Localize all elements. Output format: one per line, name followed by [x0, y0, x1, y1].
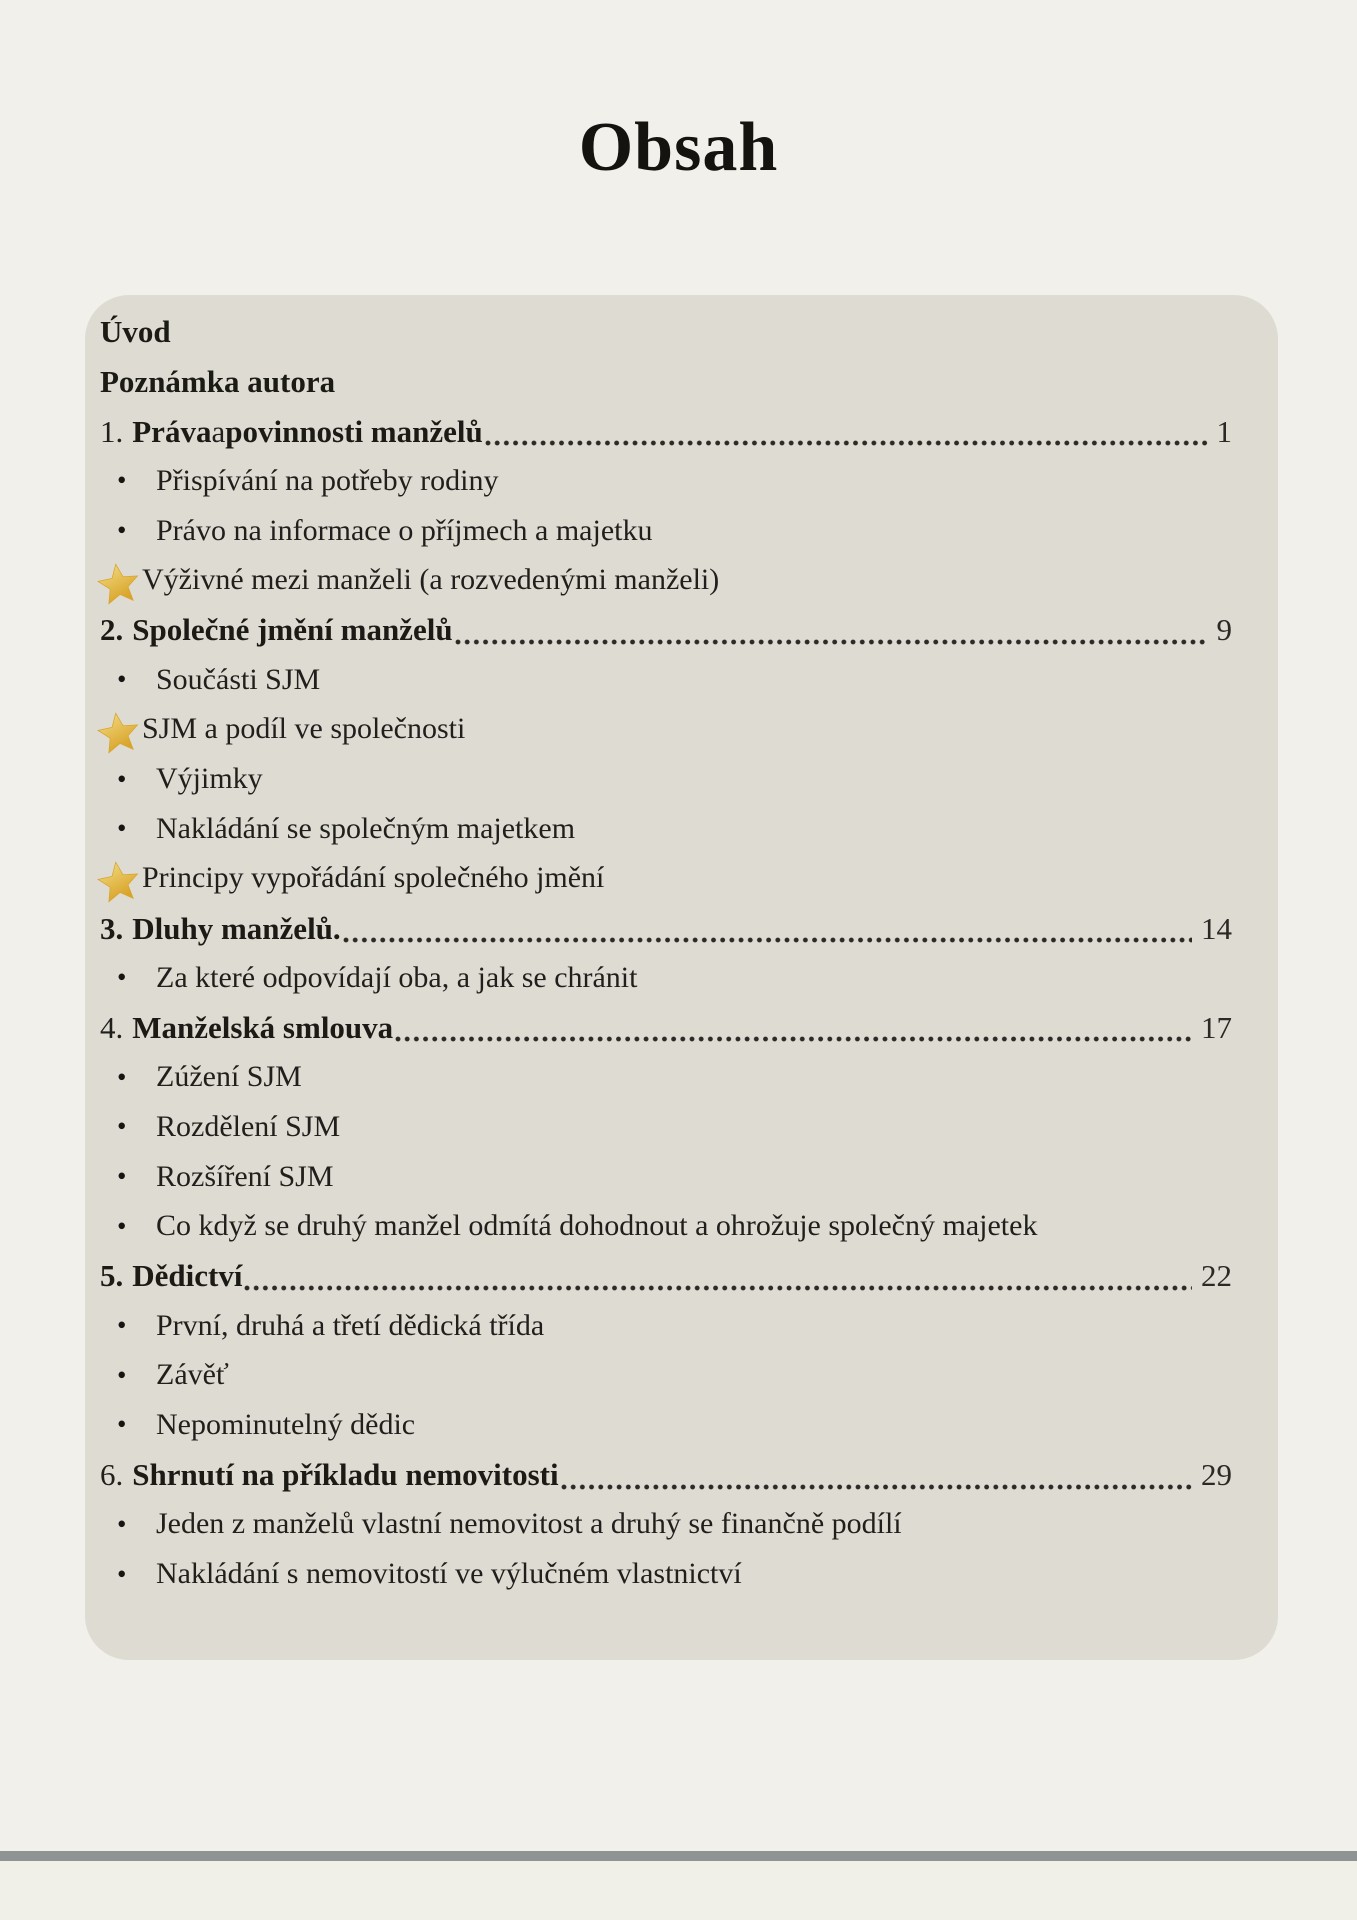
bullet-icon: •	[117, 465, 127, 496]
bullet-item-label: První, druhá a třetí dědická třída	[156, 1308, 545, 1342]
page-number: 1	[1216, 413, 1232, 449]
star-item-label: Principy vypořádání společného jmění	[142, 861, 605, 895]
toc-bullet-item	[100, 754, 1232, 804]
bullet-item-label: Zúžení SJM	[156, 1060, 302, 1094]
star-icon	[92, 856, 145, 908]
toc-bullet-item	[100, 1350, 1232, 1400]
toc-bullet-item	[100, 1201, 1232, 1251]
bullet-icon: •	[117, 763, 127, 794]
page-title: Obsah	[578, 109, 779, 186]
toc-chapter-row	[100, 1450, 1232, 1500]
toc-chapter-row	[100, 903, 1232, 953]
toc-star-item	[100, 705, 1232, 755]
toc-star-item	[100, 555, 1232, 605]
toc-bullet-item	[100, 1102, 1232, 1152]
bullet-item-label: Nakládání s nemovitostí ve výlučném vlastnictví	[156, 1557, 742, 1591]
bullet-item-label: Součásti SJM	[156, 662, 321, 696]
bullet-item-label: Za které odpovídají oba, a jak se chránit	[156, 960, 638, 994]
bullet-item-label: Rozšíření SJM	[156, 1159, 334, 1193]
bullet-icon: •	[117, 813, 127, 844]
toc-heading-label: Poznámka autora	[100, 364, 336, 400]
page-number: 9	[1216, 612, 1232, 648]
dotted-leader	[343, 936, 1192, 944]
bullet-icon: •	[117, 1310, 127, 1341]
toc-bullet-item	[100, 1301, 1232, 1351]
star-item-label: SJM a podíl ve společnosti	[142, 712, 466, 746]
bullet-icon: •	[117, 1210, 127, 1241]
page-number: 17	[1201, 1009, 1232, 1045]
bullet-item-label: Nepominutelný dědic	[156, 1407, 416, 1441]
bullet-item-label: Nakládání se společným majetkem	[156, 811, 576, 845]
bullet-icon: •	[117, 1508, 127, 1539]
toc-bullet-item	[100, 1152, 1232, 1202]
dotted-leader	[455, 638, 1208, 646]
star-icon	[92, 558, 145, 610]
chapter-number: 3.	[100, 910, 124, 946]
bullet-icon: •	[117, 515, 127, 546]
bullet-item-label: Přispívání na potřeby rodiny	[156, 463, 499, 497]
chapter-number: 4.	[100, 1009, 124, 1045]
toc-chapter-row	[100, 1003, 1232, 1053]
toc-bullet-item	[100, 506, 1232, 556]
bullet-icon: •	[117, 664, 127, 695]
toc-section-heading	[100, 357, 1232, 407]
bullet-item-label: Jeden z manželů vlastní nemovitost a druhý se finančně podílí	[156, 1507, 902, 1541]
bullet-icon: •	[117, 962, 127, 993]
footer-divider-bar	[0, 1851, 1357, 1861]
chapter-title-text: Manželská smlouva	[132, 1009, 394, 1045]
dotted-leader	[244, 1284, 1192, 1292]
footer-area	[0, 1861, 1357, 1920]
chapter-title-text: Dědictví	[132, 1258, 243, 1294]
star-item-label: Výživné mezi manželi (a rozvedenými manželi)	[142, 563, 720, 597]
chapter-number: 5.	[100, 1258, 124, 1294]
toc-bullet-item	[100, 1500, 1232, 1550]
toc-chapter-row	[100, 605, 1232, 655]
toc-bullet-item	[100, 456, 1232, 506]
toc-bullet-item	[100, 953, 1232, 1003]
bullet-item-label: Co když se druhý manžel odmítá dohodnout a ohrožuje společný majetek	[156, 1209, 1038, 1243]
bullet-icon: •	[117, 1359, 127, 1390]
toc-heading-label: Úvod	[100, 314, 171, 350]
toc-bullet-item	[100, 804, 1232, 854]
chapter-title-text: Společné jmění manželů	[132, 612, 453, 648]
chapter-number: 6.	[100, 1457, 124, 1493]
chapter-title-text: Dluhy manželů.	[132, 910, 341, 946]
bullet-icon: •	[117, 1558, 127, 1589]
star-icon	[92, 707, 145, 759]
bullet-icon: •	[117, 1061, 127, 1092]
page-number: 22	[1201, 1258, 1232, 1294]
chapter-title-text: a	[211, 413, 226, 449]
chapter-title-text: Shrnutí na příkladu nemovitosti	[132, 1457, 559, 1493]
chapter-title-text: Práva	[132, 413, 212, 449]
bullet-item-label: Rozdělení SJM	[156, 1109, 341, 1143]
dotted-leader	[485, 439, 1208, 447]
bullet-icon: •	[117, 1409, 127, 1440]
toc-bullet-item	[100, 1400, 1232, 1450]
bullet-item-label: Závěť	[156, 1358, 229, 1392]
toc-star-item	[100, 854, 1232, 904]
toc-bullet-item	[100, 1052, 1232, 1102]
dotted-leader	[561, 1483, 1192, 1491]
toc-chapter-row	[100, 1251, 1232, 1301]
bullet-item-label: Právo na informace o příjmech a majetku	[156, 513, 653, 547]
bullet-icon: •	[117, 1111, 127, 1142]
page-number: 29	[1201, 1457, 1232, 1493]
toc-bullet-item	[100, 655, 1232, 705]
page-number: 14	[1201, 910, 1232, 946]
toc-rows	[100, 307, 1232, 1599]
toc-chapter-row	[100, 406, 1232, 456]
dotted-leader	[395, 1035, 1192, 1043]
toc-section-heading	[100, 307, 1232, 357]
bullet-icon: •	[117, 1161, 127, 1192]
chapter-number: 2.	[100, 612, 124, 648]
table-of-contents	[85, 295, 1278, 1660]
chapter-title-text: povinnosti manželů	[225, 413, 483, 449]
toc-bullet-item	[100, 1549, 1232, 1599]
bullet-item-label: Výjimky	[156, 762, 263, 796]
chapter-number: 1.	[100, 413, 124, 449]
